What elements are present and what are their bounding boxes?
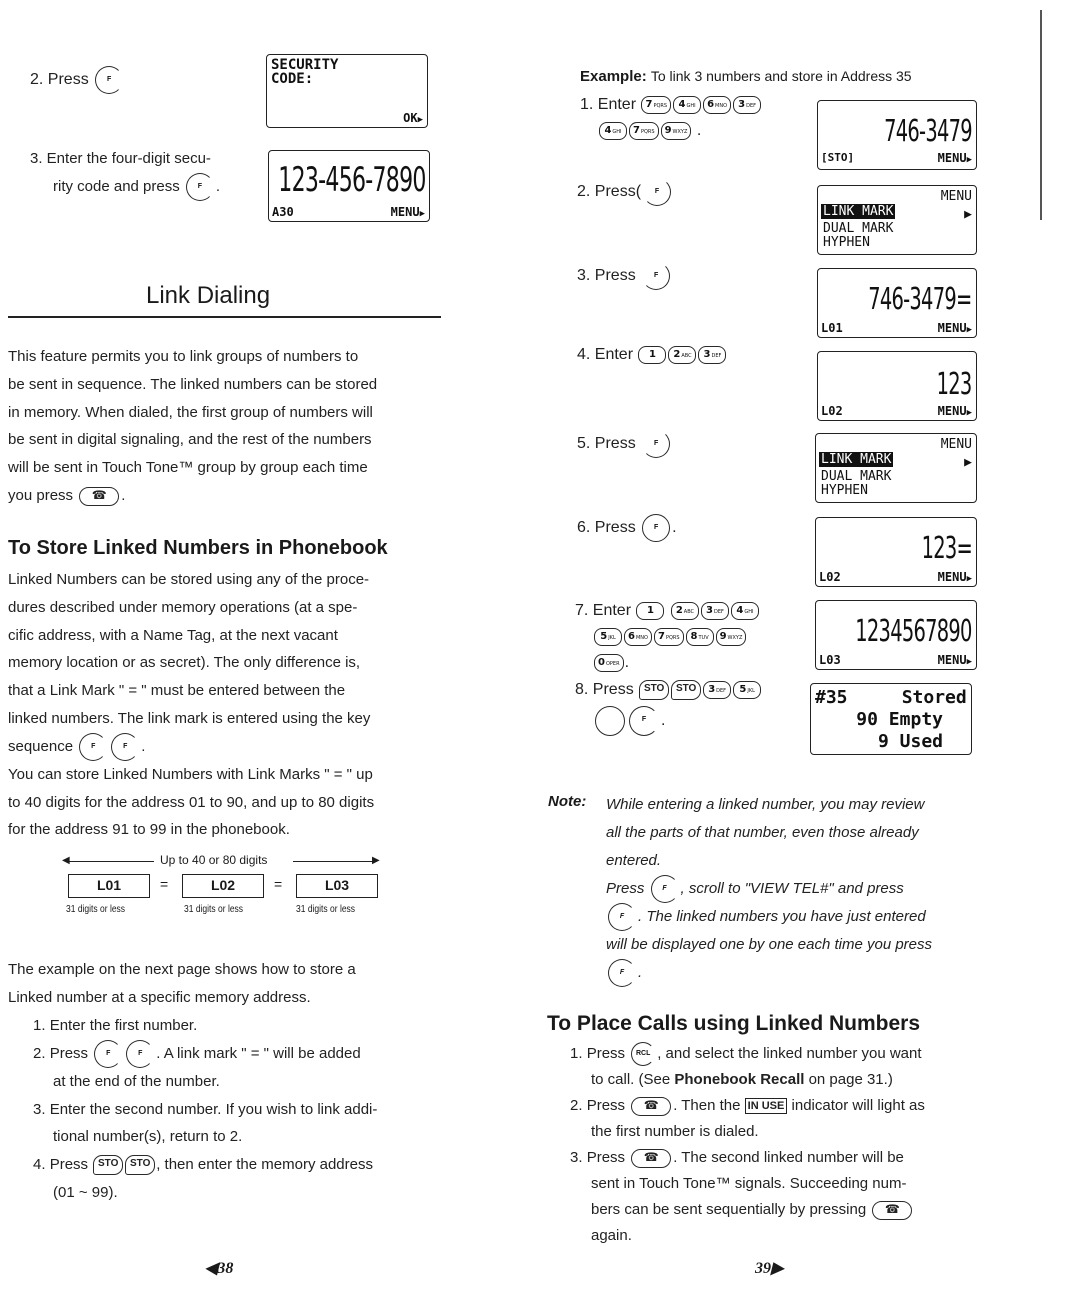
function-key-icon: F bbox=[608, 959, 636, 987]
lcd-step-3: 746-3479= L01 MENU▶ bbox=[817, 268, 977, 338]
function-key-icon: F bbox=[111, 733, 139, 761]
intro-paragraph: This feature permits you to link groups of numbers to be sent in sequence. The linked numbers can be stored in memory. When dialed, the first group of numbers will be sent in digital signaling, and the rest of the numbers will be sent in Touch Tone™ group by group each time you press ☎ . bbox=[8, 348, 378, 504]
function-key-icon: F bbox=[126, 1040, 154, 1068]
store-heading: To Store Linked Numbers in Phonebook bbox=[8, 537, 388, 559]
send-key-icon: ☎ bbox=[631, 1149, 671, 1168]
store-step-2: 2. Press F F . A link mark " = " will be added bbox=[33, 1040, 453, 1068]
lcd-number-display: 123-456-7890 A30 MENU▶ bbox=[268, 150, 430, 222]
example-line: Example: To link 3 numbers and store in Address 35 bbox=[580, 68, 912, 85]
function-key-icon: F bbox=[95, 66, 123, 94]
link-box-l02: L02 bbox=[182, 874, 264, 898]
store-paragraph: Linked Numbers can be stored using any of the proce- dures described under memory operations (at a spe- cific address, with a Name Tag, at the next vacant memory location or as secret). The only difference is, that a Link Mark " = " must be entered between the linked numbers. The link mark is entered using the key sequence F F . You can store Linked Numbers with Link Marks " = " up to 40 digits for the address 01 to 90, and up to 80 digits for the address 91 to 99 in the phonebook. bbox=[8, 571, 375, 839]
example-step-3: 3. Press F bbox=[577, 262, 672, 290]
function-key-icon: F bbox=[642, 430, 670, 458]
function-key-icon: F bbox=[608, 903, 636, 931]
link-box-l03: L03 bbox=[296, 874, 378, 898]
page-number-left: ◀38 bbox=[205, 1260, 234, 1277]
span-label: Up to 40 or 80 digits bbox=[160, 853, 268, 867]
send-key-icon: ☎ bbox=[872, 1201, 912, 1220]
example-step-4: 4. Enter 1 2ABC 3DEF bbox=[577, 346, 727, 364]
function-key-icon: F bbox=[651, 875, 679, 903]
sto-key-icon: STO bbox=[125, 1155, 155, 1175]
place-steps-list: 1. Press RCL , and select the linked number you want to call. (See Phonebook Recall on page 31.) 2. Press ☎ . Then the IN USE indicator will light as the first number is dialed. 3. Press ☎ . The second linked number will be sent in Touch Tone™ signals. Succeeding num- bers can be sent sequentially by pressing ☎ again. bbox=[570, 1041, 990, 1249]
recall-key-icon: RCL bbox=[631, 1042, 655, 1066]
span-arrow-left bbox=[68, 861, 154, 862]
example-step-2: 2. Press( F bbox=[577, 178, 673, 206]
place-step-2: 2. Press ☎ . Then the IN USE indicator will light as bbox=[570, 1097, 925, 1114]
send-key-icon: ☎ bbox=[79, 487, 119, 506]
store-steps-list: 1. Enter the first number. 2. Press F F . A link mark " = " will be added at the end of the number. 3. Enter the second number. If you wish to link addi- tional number(s), return to 2. 4. Press STO STO , then enter the memory address (01 ~ 99). bbox=[33, 1012, 453, 1207]
sto-key-icon: STO bbox=[93, 1155, 123, 1175]
example-step-8: 8. Press STO STO 3DEF 5JKL F . bbox=[575, 680, 762, 736]
example-intro: The example on the next page shows how to store a Linked number at a specific memory address. bbox=[8, 961, 356, 1006]
function-key-icon: F bbox=[94, 1040, 122, 1068]
note-label: Note: bbox=[548, 793, 587, 810]
lcd-step-8-stored: #35 Stored 90 Empty 9 Used bbox=[810, 683, 972, 755]
lcd-step-5-menu: MENU LINK MARK ▶ DUAL MARK HYPHEN bbox=[815, 433, 977, 503]
example-step-6: 6. Press F . bbox=[577, 514, 677, 542]
place-calls-heading: To Place Calls using Linked Numbers bbox=[547, 1012, 921, 1035]
span-arrow-right bbox=[293, 861, 375, 862]
link-dialing-title: Link Dialing bbox=[146, 282, 271, 309]
lcd-security-code: SECURITY CODE: OK▶ bbox=[266, 54, 428, 128]
example-step-1: 1. Enter 7PQRS 4GHI 6MNO 3DEF 4GHI 7PQRS 9WXYZ . bbox=[580, 96, 762, 140]
lcd-step-6: 123= L02 MENU▶ bbox=[815, 517, 977, 587]
left-step-2: 2. Press F bbox=[30, 66, 125, 94]
example-step-5: 5. Press F bbox=[577, 430, 672, 458]
function-key-icon: F bbox=[642, 514, 670, 542]
lcd-step-2-menu: MENU LINK MARK ▶ DUAL MARK HYPHEN bbox=[817, 185, 977, 255]
store-step-1: 1. Enter the first number. bbox=[33, 1017, 198, 1034]
page-number-right: 39▶ bbox=[755, 1260, 784, 1277]
function-key-icon: F bbox=[79, 733, 107, 761]
link-box-l01: L01 bbox=[68, 874, 150, 898]
lcd-step-7: 1234567890 L03 MENU▶ bbox=[815, 600, 977, 670]
example-step-7: 7. Enter 1 2ABC 3DEF 4GHI 5JKL 6MNO 7PQRS 8TUV 9WXYZ 0OPER . bbox=[575, 598, 760, 676]
binding-edge bbox=[1040, 10, 1042, 220]
store-step-4: 4. Press STO STO , then enter the memory address bbox=[33, 1151, 453, 1179]
in-use-indicator: IN USE bbox=[745, 1098, 788, 1114]
title-rule bbox=[8, 316, 441, 318]
function-key-icon: F bbox=[642, 262, 670, 290]
function-key-icon: F bbox=[186, 173, 214, 201]
lcd-step-1: 746-3479 [STO] MENU▶ bbox=[817, 100, 977, 170]
note-text: While entering a linked number, you may review all the parts of that number, even those already entered. Press F , scroll to "VIEW TEL#" and press F . The linked numbers you have just entered will be displayed one by one each time you press F . bbox=[606, 791, 996, 987]
lcd-step-4: 123 L02 MENU▶ bbox=[817, 351, 977, 421]
place-step-1: 1. Press RCL , and select the linked number you want bbox=[570, 1041, 990, 1067]
function-key-icon: F bbox=[643, 178, 671, 206]
store-step-3: 3. Enter the second number. If you wish to link addi- bbox=[33, 1100, 378, 1118]
send-key-icon: ☎ bbox=[631, 1097, 671, 1116]
left-step-3: 3. Enter the four-digit secu- rity code and press F . bbox=[30, 150, 220, 201]
place-step-3: 3. Press ☎ . The second linked number will be bbox=[570, 1149, 904, 1166]
